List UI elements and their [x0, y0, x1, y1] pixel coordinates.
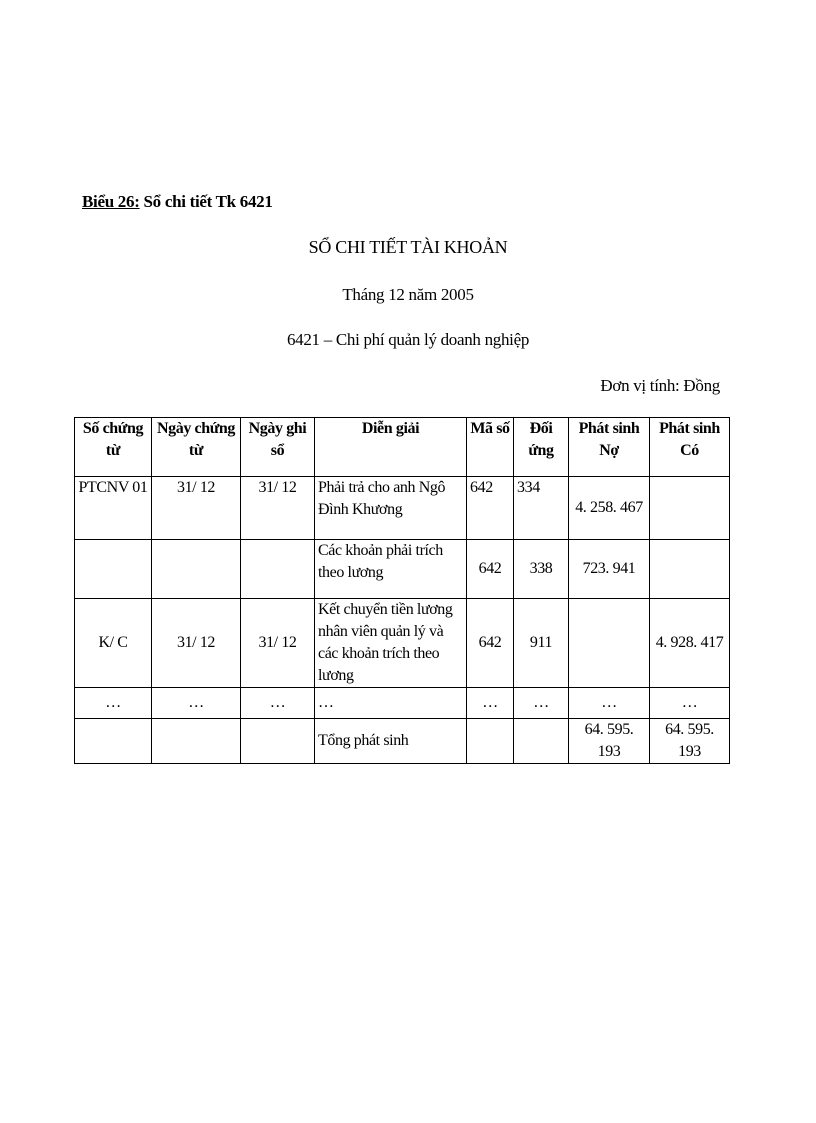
document-label — [82, 192, 273, 212]
cell-debit: 4. 258. 467 — [569, 477, 650, 540]
table-row — [75, 540, 730, 599]
cell-record-date — [241, 719, 315, 764]
cell-record-date — [241, 540, 315, 599]
cell-code: 642 — [467, 477, 514, 540]
cell-voucher-date: … — [152, 688, 241, 719]
table-row — [75, 477, 730, 540]
cell-description: Các khoản phải trích theo lương — [315, 540, 467, 599]
cell-credit: 4. 928. 417 — [650, 599, 730, 688]
column-header-voucher-date: Ngày chứng từ — [152, 418, 241, 477]
document-label-text: Sổ chi tiết Tk 6421 — [139, 192, 273, 211]
cell-code: … — [467, 688, 514, 719]
cell-contra: 338 — [514, 540, 569, 599]
column-header-credit: Phát sinh Có — [650, 418, 730, 477]
currency-unit: Đơn vị tính: Đồng — [600, 376, 720, 395]
cell-debit: 723. 941 — [569, 540, 650, 599]
cell-description: Phải trả cho anh Ngô Đình Khương — [315, 477, 467, 540]
column-header-description: Diễn giải — [315, 418, 467, 477]
cell-debit: … — [569, 688, 650, 719]
column-header-record-date: Ngày ghi sổ — [241, 418, 315, 477]
cell-total-label: Tổng phát sinh — [315, 719, 467, 764]
table-row — [75, 688, 730, 719]
cell-voucher-date: 31/ 12 — [152, 599, 241, 688]
column-header-voucher: Số chứng từ — [75, 418, 152, 477]
cell-code — [467, 719, 514, 764]
cell-debit — [569, 599, 650, 688]
cell-code: 642 — [467, 540, 514, 599]
cell-voucher: PTCNV 01 — [75, 477, 152, 540]
cell-total-credit: 64. 595. 193 — [650, 719, 730, 764]
table-row — [75, 599, 730, 688]
period-subtitle: Tháng 12 năm 2005 — [342, 285, 474, 304]
cell-contra: 334 — [514, 477, 569, 540]
cell-voucher-date: 31/ 12 — [152, 477, 241, 540]
cell-voucher — [75, 719, 152, 764]
cell-voucher: K/ C — [75, 599, 152, 688]
cell-voucher: … — [75, 688, 152, 719]
account-subtitle: 6421 – Chi phí quản lý doanh nghiệp — [286, 330, 530, 349]
cell-contra: … — [514, 688, 569, 719]
cell-voucher — [75, 540, 152, 599]
column-header-contra: Đối ứng — [514, 418, 569, 477]
cell-voucher-date — [152, 540, 241, 599]
cell-description: … — [315, 688, 467, 719]
cell-contra: 911 — [514, 599, 569, 688]
page-title: SỔ CHI TIẾT TÀI KHOẢN — [308, 237, 508, 257]
cell-credit — [650, 540, 730, 599]
cell-total-debit: 64. 595. 193 — [569, 719, 650, 764]
total-row — [75, 719, 730, 764]
column-header-code: Mã số — [467, 418, 514, 477]
cell-credit: … — [650, 688, 730, 719]
cell-record-date: … — [241, 688, 315, 719]
cell-description: Kết chuyển tiền lương nhân viên quản lý và các khoản trích theo lương — [315, 599, 467, 688]
ledger-table — [74, 417, 730, 764]
cell-voucher-date — [152, 719, 241, 764]
cell-contra — [514, 719, 569, 764]
cell-record-date: 31/ 12 — [241, 599, 315, 688]
cell-credit — [650, 477, 730, 540]
document-label-prefix: Biểu 26: — [82, 192, 140, 211]
column-header-debit: Phát sinh Nợ — [569, 418, 650, 477]
cell-record-date: 31/ 12 — [241, 477, 315, 540]
cell-code: 642 — [467, 599, 514, 688]
table-header-row — [75, 418, 730, 477]
